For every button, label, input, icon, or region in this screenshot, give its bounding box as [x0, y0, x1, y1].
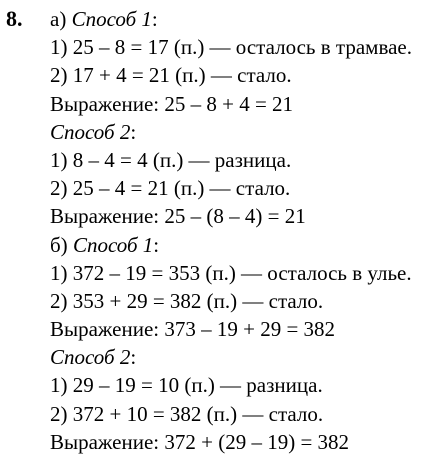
part-b-method1-step1: 1) 372 – 19 = 353 (п.) — осталось в улье.: [50, 260, 412, 285]
part-a-method2-title: Способ 2: [50, 119, 131, 144]
part-a-method1-heading: [50, 5, 445, 33]
colon: :: [151, 7, 158, 31]
solution-lines: [50, 5, 445, 456]
part-a-marker: а): [50, 7, 67, 31]
part-a-method1-step2: 2) 17 + 4 = 21 (п.) — стало.: [50, 63, 292, 88]
part-b-method2-title: Способ 2: [50, 345, 131, 370]
colon: :: [130, 119, 137, 144]
part-b-method1-expression: Выражение: 373 – 19 + 29 = 382: [50, 317, 336, 342]
part-a-method2-step2: 2) 25 – 4 = 21 (п.) — стало.: [50, 176, 291, 201]
part-b-method2-step2: 2) 372 + 10 = 382 (п.) — стало.: [50, 401, 324, 426]
part-b-marker: б): [50, 232, 68, 257]
part-a-method2-expression: Выражение: 25 – (8 – 4) = 21: [50, 204, 306, 229]
part-b-method1-title: Способ 1: [72, 232, 154, 257]
colon: :: [130, 345, 137, 370]
part-a-method1-expression: Выражение: 25 – 8 + 4 = 21: [50, 91, 294, 116]
problem-number: 8.: [6, 6, 23, 31]
part-b-method1-heading: [50, 231, 445, 259]
part-a-method1-title: Способ 1: [71, 7, 152, 31]
part-a-method1-step1: 1) 25 – 8 = 17 (п.) — осталось в трамвае.: [50, 35, 412, 60]
part-b-method2-heading: [50, 343, 445, 371]
part-b-method2-expression: Выражение: 372 + (29 – 19) = 382: [50, 429, 350, 454]
part-b-method2-step1: 1) 29 – 19 = 10 (п.) — разница.: [50, 373, 323, 398]
part-a-method2-step1: 1) 8 – 4 = 4 (п.) — разница.: [50, 147, 292, 172]
part-a-method2-heading: [50, 118, 445, 146]
colon: :: [153, 232, 160, 257]
part-b-method1-step2: 2) 353 + 29 = 382 (п.) — стало.: [50, 288, 324, 313]
